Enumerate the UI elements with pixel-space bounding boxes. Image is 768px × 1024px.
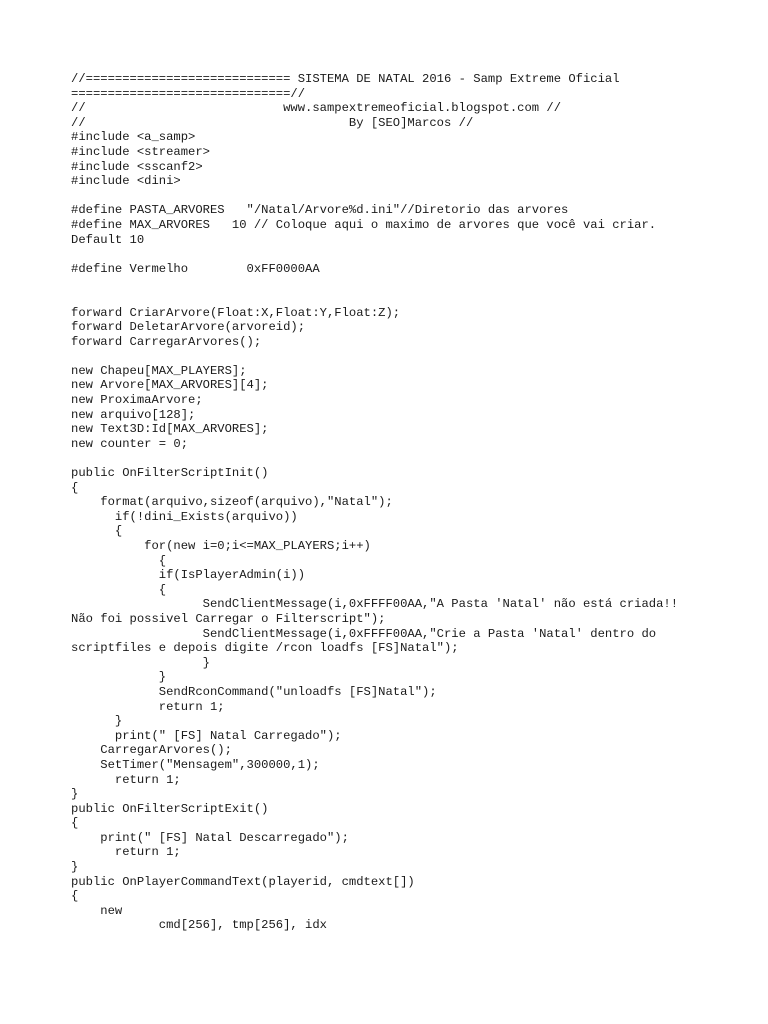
code-line: Default 10: [71, 232, 145, 247]
code-line: #define MAX_ARVORES 10 // Coloque aqui o maximo de arvores que você vai criar.: [71, 217, 657, 232]
code-line: new Arvore[MAX_ARVORES][4];: [71, 378, 269, 393]
code-line: SendClientMessage(i,0xFFFF00AA,"Crie a Pasta 'Natal' dentro do: [71, 626, 657, 641]
code-line: return 1;: [71, 699, 225, 714]
code-line: public OnFilterScriptInit(): [71, 466, 269, 481]
code-line: for(new i=0;i<=MAX_PLAYERS;i++): [71, 539, 371, 553]
code-line: ==============================//: [71, 86, 306, 101]
code-line: //============================ SISTEMA DE NATAL 2016 - Samp Extreme Oficial: [71, 72, 620, 86]
source-code-block: [71, 72, 751, 933]
code-line: format(arquivo,sizeof(arquivo),"Natal");: [71, 495, 393, 510]
code-line: #include <a_samp>: [71, 130, 196, 145]
code-line: forward CriarArvore(Float:X,Float:Y,Float:Z);: [71, 305, 401, 320]
code-line: forward CarregarArvores();: [71, 334, 262, 349]
code-line: #include <sscanf2>: [71, 159, 203, 174]
code-line: {: [71, 524, 123, 539]
code-line: SetTimer("Mensagem",300000,1);: [71, 757, 320, 772]
code-line: new Text3D:Id[MAX_ARVORES];: [71, 422, 269, 437]
code-line: if(IsPlayerAdmin(i)): [71, 568, 306, 583]
code-line: new ProximaArvore;: [71, 393, 203, 408]
code-line: [71, 189, 751, 204]
code-line: // www.sampextremeoficial.blogspot.com //: [71, 101, 562, 116]
code-line: {: [71, 480, 79, 495]
code-line: }: [71, 714, 123, 729]
code-line: new: [71, 903, 123, 918]
code-line: #define PASTA_ARVORES "/Natal/Arvore%d.ini"//Diretorio das arvores: [71, 203, 569, 218]
code-line: }: [71, 655, 210, 670]
code-line: Não foi possivel Carregar o Filterscript");: [71, 611, 386, 626]
code-line: return 1;: [71, 845, 181, 860]
code-line: if(!dini_Exists(arquivo)): [71, 509, 298, 524]
code-line: return 1;: [71, 772, 181, 787]
code-line: #define Vermelho 0xFF0000AA: [71, 261, 320, 276]
code-line: print(" [FS] Natal Carregado");: [71, 728, 342, 743]
code-line: {: [71, 889, 79, 904]
code-line: }: [71, 787, 79, 802]
code-line: [71, 349, 751, 364]
code-line: }: [71, 670, 167, 685]
code-line: [71, 291, 751, 306]
code-line: CarregarArvores();: [71, 743, 232, 758]
code-line: }: [71, 860, 79, 875]
code-line: {: [71, 553, 167, 568]
code-line: [71, 276, 751, 291]
code-line: #include <dini>: [71, 174, 181, 189]
code-line: scriptfiles e depois digite /rcon loadfs [FS]Natal");: [71, 641, 459, 656]
code-line: new arquivo[128];: [71, 407, 196, 422]
code-line: SendClientMessage(i,0xFFFF00AA,"A Pasta 'Natal' não está criada!!: [71, 597, 679, 612]
code-line: SendRconCommand("unloadfs [FS]Natal");: [71, 684, 437, 699]
code-line: new counter = 0;: [71, 436, 189, 451]
code-line: forward DeletarArvore(arvoreid);: [71, 320, 306, 335]
code-line: public OnFilterScriptExit(): [71, 801, 269, 816]
code-line: print(" [FS] Natal Descarregado");: [71, 830, 349, 845]
code-line: public OnPlayerCommandText(playerid, cmdtext[]): [71, 874, 415, 889]
code-line: cmd[256], tmp[256], idx: [71, 918, 327, 933]
code-line: new Chapeu[MAX_PLAYERS];: [71, 363, 247, 378]
code-line: {: [71, 816, 79, 831]
code-line: // By [SEO]Marcos //: [71, 115, 474, 130]
code-line: [71, 247, 751, 262]
code-line: [71, 451, 751, 466]
code-line: {: [71, 582, 167, 597]
code-line: #include <streamer>: [71, 144, 210, 159]
